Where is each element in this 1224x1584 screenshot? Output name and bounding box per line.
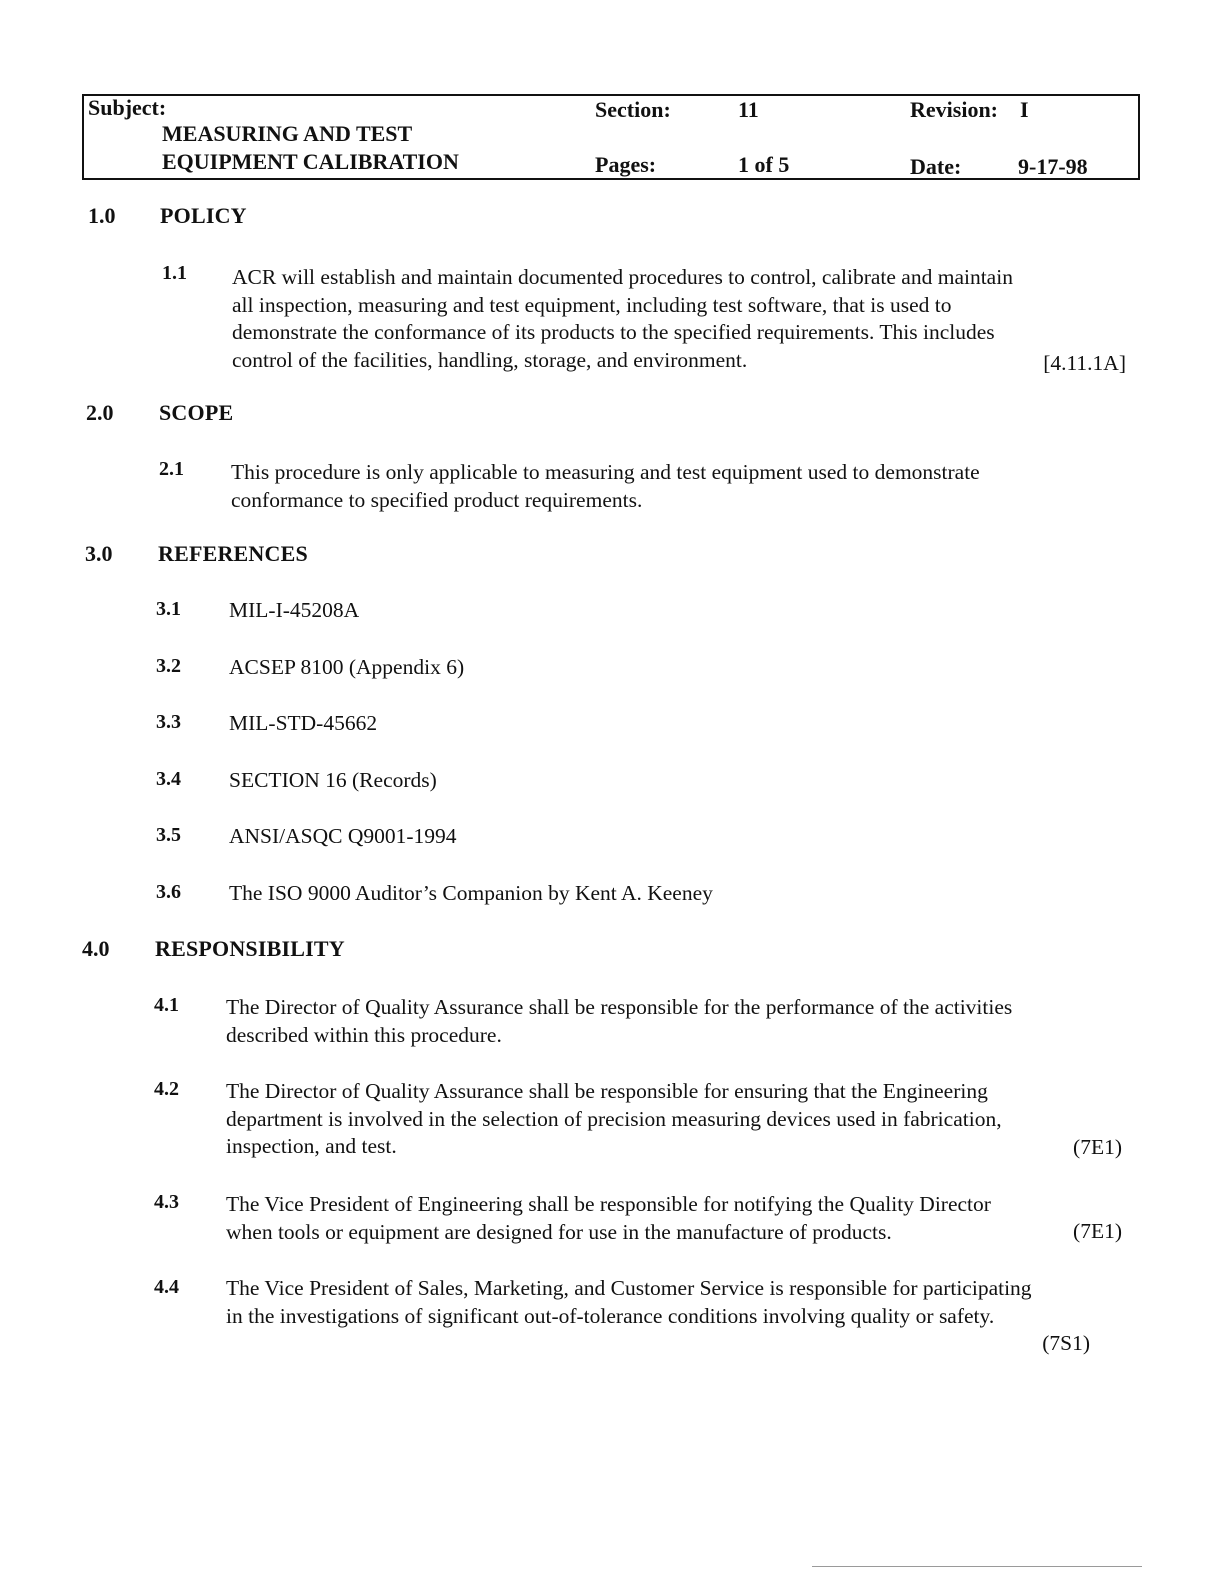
item-line: described within this procedure. (226, 1022, 502, 1047)
pages-value: 1 of 5 (738, 152, 790, 177)
item-number: 3.3 (156, 711, 181, 733)
item-number: 4.1 (154, 994, 179, 1016)
reference-tag: (7E1) (1073, 1219, 1122, 1243)
reference-tag: (7S1) (1042, 1331, 1090, 1355)
item-line: in the investigations of significant out-of-tolerance conditions involving quality or safety. (226, 1303, 995, 1328)
item-line: This procedure is only applicable to measuring and test equipment used to demonstrate (231, 460, 980, 484)
item-line: ACR will establish and maintain documented procedures to control, calibrate and maintain (232, 265, 1013, 289)
pages-label: Pages: (595, 152, 657, 177)
item-line: when tools or equipment are designed for use in the manufacture of products. (226, 1219, 892, 1244)
item-line: all inspection, measuring and test equipment, including test software, that is used to (232, 292, 952, 317)
page-bottom-rule (812, 1566, 1142, 1567)
reference-entry: ACSEP 8100 (Appendix 6) (229, 655, 465, 679)
subject-line-1: MEASURING AND TEST (162, 121, 413, 146)
item-number: 3.2 (156, 655, 181, 677)
reference-entry: The ISO 9000 Auditor’s Companion by Kent A. Keeney (229, 881, 713, 905)
item-number: 3.6 (156, 881, 181, 903)
section-number: 3.0 (85, 541, 113, 566)
section-value: 11 (738, 97, 759, 122)
section-label: Section: (595, 97, 671, 122)
item-number: 4.3 (154, 1191, 179, 1213)
item-line: department is involved in the selection of precision measuring devices used in fabrication, (226, 1106, 1002, 1131)
item-line: control of the facilities, handling, storage, and environment. (232, 347, 748, 372)
subject-label: Subject: (88, 95, 167, 120)
date-label: Date: (910, 154, 962, 179)
reference-entry: SECTION 16 (Records) (229, 768, 437, 792)
item-text (226, 1191, 991, 1246)
item-line: The Vice President of Sales, Marketing, and Customer Service is responsible for participating (226, 1276, 1032, 1300)
item-text (226, 994, 1012, 1049)
item-number: 3.4 (156, 768, 181, 790)
item-number: 3.1 (156, 598, 181, 620)
item-number: 3.5 (156, 824, 181, 846)
item-line: The Director of Quality Assurance shall be responsible for ensuring that the Engineering (226, 1079, 988, 1103)
item-line: The Vice President of Engineering shall be responsible for notifying the Quality Director (226, 1192, 991, 1216)
item-line: inspection, and test. (226, 1134, 397, 1158)
section-title-references: REFERENCES (158, 541, 308, 566)
reference-tag: [4.11.1A] (1043, 351, 1126, 375)
item-line: conformance to specified product requirements. (231, 487, 643, 512)
section-title-scope: SCOPE (159, 400, 234, 425)
revision-value: I (1020, 97, 1029, 122)
item-line: The Director of Quality Assurance shall be responsible for the performance of the activities (226, 995, 1013, 1019)
reference-entry: ANSI/ASQC Q9001-1994 (229, 824, 457, 848)
item-number: 2.1 (159, 458, 184, 480)
item-text (232, 264, 1013, 374)
section-number: 4.0 (82, 936, 110, 961)
item-text (226, 1275, 1032, 1330)
section-number: 2.0 (86, 400, 114, 425)
item-line: demonstrate the conformance of its products to the specified requirements. This includes (232, 320, 995, 344)
item-number: 4.2 (154, 1078, 179, 1100)
reference-tag: (7E1) (1073, 1135, 1122, 1159)
revision-label: Revision: (910, 97, 998, 122)
section-title-responsibility: RESPONSIBILITY (155, 936, 345, 961)
item-text (231, 459, 980, 514)
item-number: 4.4 (154, 1276, 179, 1298)
reference-entry: MIL-STD-45662 (229, 711, 378, 735)
section-title-policy: POLICY (160, 203, 247, 228)
item-number: 1.1 (162, 262, 187, 284)
item-text (226, 1078, 1002, 1161)
date-value: 9-17-98 (1018, 154, 1088, 179)
section-number: 1.0 (88, 203, 116, 228)
reference-entry: MIL-I-45208A (229, 598, 360, 622)
subject-line-2: EQUIPMENT CALIBRATION (162, 149, 459, 174)
